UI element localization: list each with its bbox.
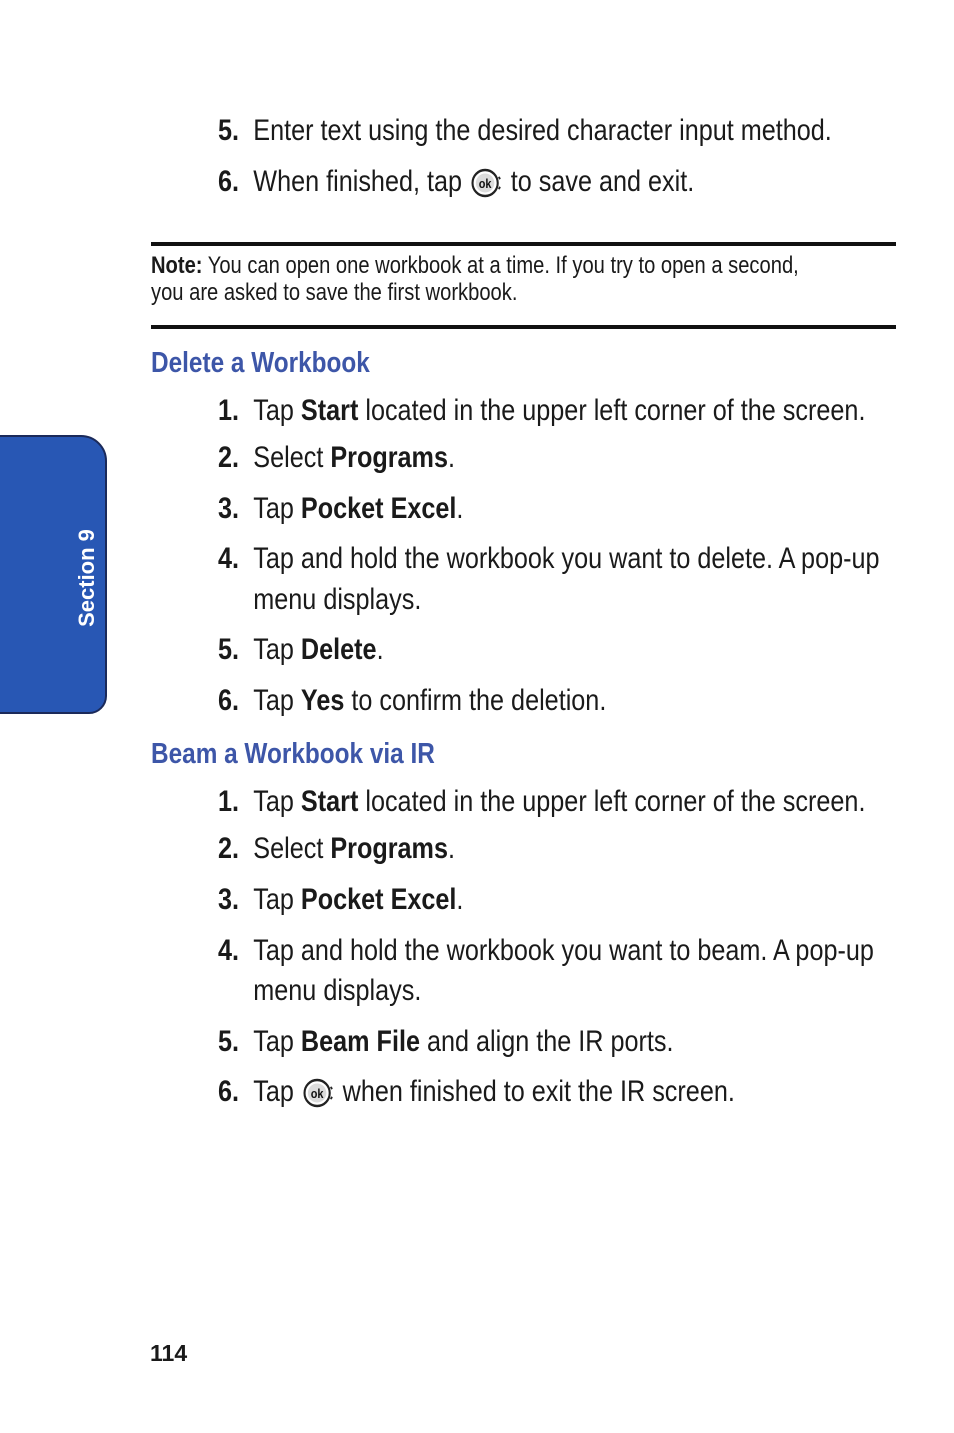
step-text: [253, 1071, 735, 1112]
ok-button-icon: [470, 167, 502, 199]
step-text: Tap Start located in the upper left corner of the screen.: [253, 785, 866, 818]
note-top-rule: [151, 242, 896, 246]
step-number: 5.: [218, 633, 240, 666]
section-heading-beam: Beam a Workbook via IR: [151, 738, 435, 770]
step-text-after: when finished to exit the IR screen.: [342, 1075, 735, 1108]
step-text-after: to save and exit.: [510, 165, 695, 198]
section-tab-label: Section 9: [74, 529, 99, 627]
step-number: 4.: [218, 542, 240, 575]
step-text: Enter text using the desired character input method.: [253, 114, 832, 147]
step-text: Tap and hold the workbook you want to beam. A pop-up: [253, 934, 874, 967]
step-text: Tap Beam File and align the IR ports.: [253, 1025, 674, 1058]
step-number: 1.: [218, 394, 240, 427]
step-text: [253, 161, 694, 202]
note-line-2: [151, 279, 517, 306]
note-line-1: [151, 252, 799, 279]
step-text-before: When finished, tap: [253, 165, 463, 198]
step-number: 3.: [218, 883, 240, 916]
page-number: 114: [150, 1340, 188, 1366]
step-text: Tap Yes to confirm the deletion.: [253, 684, 607, 717]
note-text: you are asked to save the first workbook.: [151, 279, 518, 306]
step-text-before: Tap: [253, 1075, 294, 1108]
step-number: 2.: [218, 832, 240, 865]
step-number: 3.: [218, 492, 240, 525]
step-number: 5.: [218, 114, 240, 147]
svg-text:ok: ok: [311, 1086, 324, 1102]
note-bottom-rule: [151, 325, 896, 329]
section-heading-delete: Delete a Workbook: [151, 347, 370, 379]
step-text: Tap and hold the workbook you want to delete. A pop-up: [253, 542, 880, 575]
step-number: 4.: [218, 934, 240, 967]
step-text: menu displays.: [253, 974, 422, 1007]
step-text: Select Programs.: [253, 832, 455, 865]
svg-text:ok: ok: [479, 176, 492, 192]
step-text: Tap Pocket Excel.: [253, 492, 464, 525]
step-number: 6.: [218, 165, 240, 198]
step-text: Tap Delete.: [253, 633, 384, 666]
step-text: Tap Pocket Excel.: [253, 883, 464, 916]
step-text: Select Programs.: [253, 441, 455, 474]
step-number: 2.: [218, 441, 240, 474]
ok-button-icon: [302, 1077, 334, 1109]
step-number: 6.: [218, 684, 240, 717]
note-text: You can open one workbook at a time. If you try to open a second,: [207, 252, 799, 279]
step-text: Tap Start located in the upper left corner of the screen.: [253, 394, 866, 427]
step-number: 5.: [218, 1025, 240, 1058]
note-label: Note:: [151, 252, 203, 279]
step-number: 6.: [218, 1075, 240, 1108]
step-number: 1.: [218, 785, 240, 818]
step-text: menu displays.: [253, 583, 422, 616]
